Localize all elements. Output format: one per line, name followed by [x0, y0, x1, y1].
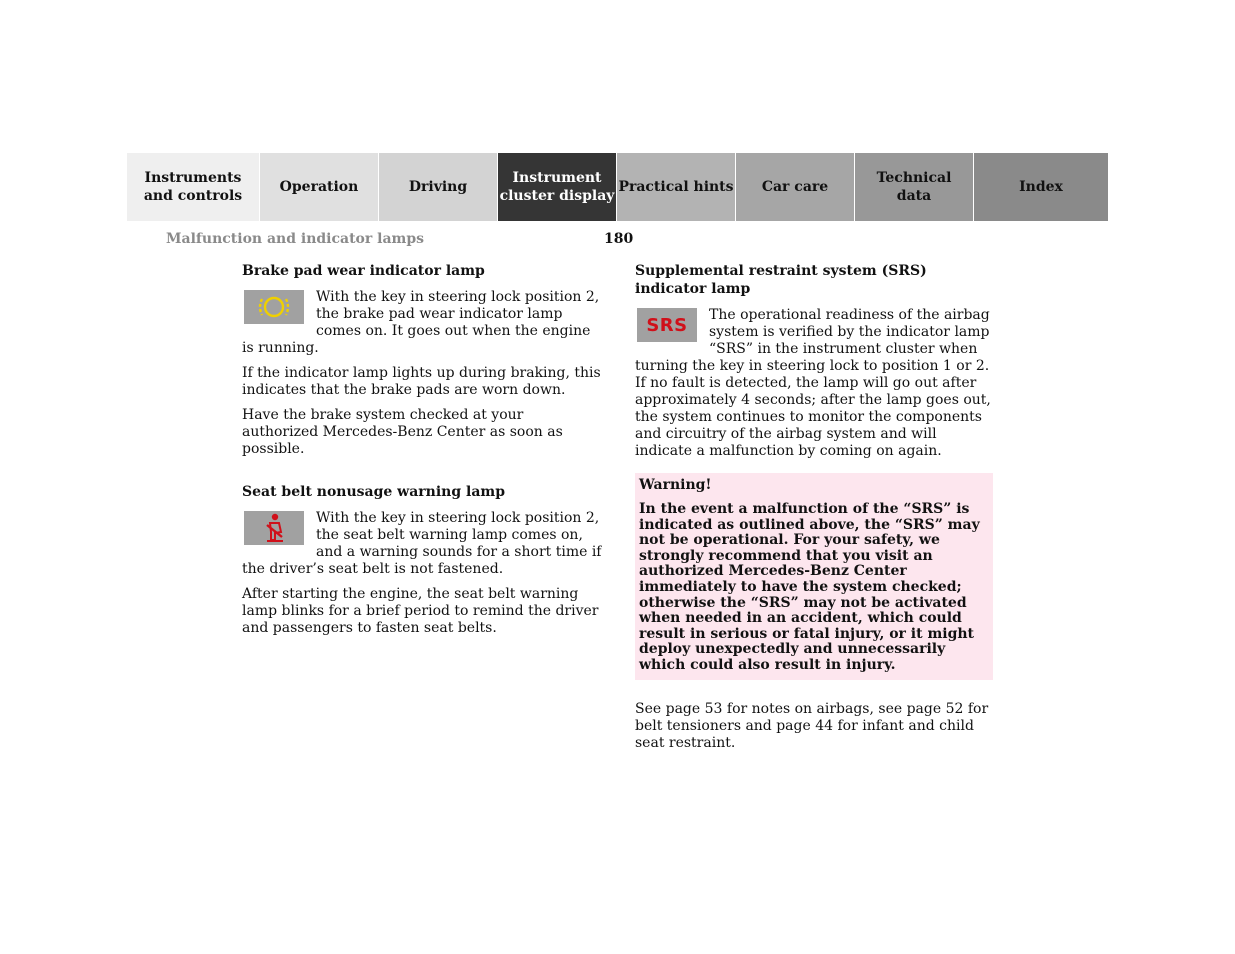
warning-box	[635, 473, 993, 680]
srs-icon	[637, 308, 697, 342]
warning-text: In the event a malfunction of the “SRS” is indicated as outlined above, the “SRS” may not be operational. For your safety, we strongly recommend that you visit an authorized Mercedes-Benz Center immediately to have the system checked; otherwise the “SRS” may not be activated when needed in an accident, which could result in serious or fatal injury, or it might deploy unexpectedly and unnecessarily which could also result in injury.	[639, 501, 980, 673]
tab-operation[interactable]: Operation	[259, 153, 378, 221]
seat-belt-icon-graphic	[259, 512, 289, 544]
seat-belt-para-1: After starting the engine, the seat belt warning lamp blinks for a brief period to remind the driver and passengers to fasten seat belts.	[242, 586, 599, 636]
seat-belt-icon	[244, 511, 304, 545]
tab-practical-hints[interactable]: Practical hints	[616, 153, 735, 221]
srs-lamp-block	[635, 307, 993, 460]
srs-intro: The operational readiness of the airbag system is verified by the indicator lamp “SRS” in the instrument cluster when turning the key in steering lock to position 1 or 2. If no fault is detected, the lamp will go out after approximately 4 seconds; after the lamp goes out, the system continues to monitor the components and circuitry of the airbag system and will indicate a malfunction by coming on again.	[635, 307, 991, 459]
srs-heading: Supplemental restraint system (SRS) indicator lamp	[635, 263, 927, 297]
chapter-tab-bar	[127, 153, 1108, 221]
section-title: Malfunction and indicator lamps	[166, 231, 425, 247]
seat-belt-intro: With the key in steering lock position 2, the seat belt warning lamp comes on, and a warning sounds for a short time if the driver’s seat belt is not fastened.	[242, 510, 602, 577]
seat-belt-lamp-block	[242, 510, 602, 578]
srs-icon-label: SRS	[646, 314, 688, 336]
tab-instrument-cluster-display[interactable]: Instrument cluster display	[497, 153, 616, 221]
page-number: 180	[604, 231, 634, 247]
brake-pad-lamp-block	[242, 289, 602, 357]
tab-driving[interactable]: Driving	[378, 153, 497, 221]
brake-pad-para-1: If the indicator lamp lights up during braking, this indicates that the brake pads are worn down.	[242, 365, 601, 398]
brake-pad-intro: With the key in steering lock position 2, the brake pad wear indicator lamp comes on. It goes out when the engine is running.	[242, 289, 600, 356]
spacer	[242, 466, 602, 483]
tab-instruments-and-controls[interactable]: Instruments and controls	[127, 153, 259, 221]
brake-pad-heading: Brake pad wear indicator lamp	[242, 263, 485, 279]
right-column	[635, 262, 993, 760]
references-paragraph: See page 53 for notes on airbags, see page 52 for belt tensioners and page 44 for infant and child seat restraint.	[635, 700, 989, 751]
tab-technical-data[interactable]: Technical data	[854, 153, 973, 221]
tab-index[interactable]: Index	[973, 153, 1108, 221]
tab-car-care[interactable]: Car care	[735, 153, 854, 221]
brake-pad-wear-icon	[244, 290, 304, 324]
warning-title: Warning!	[639, 477, 712, 493]
brake-pad-wear-icon-graphic	[254, 292, 294, 322]
left-column	[242, 262, 602, 645]
brake-pad-para-2: Have the brake system checked at your authorized Mercedes-Benz Center as soon as possible.	[242, 407, 563, 457]
seat-belt-heading: Seat belt nonusage warning lamp	[242, 484, 506, 500]
